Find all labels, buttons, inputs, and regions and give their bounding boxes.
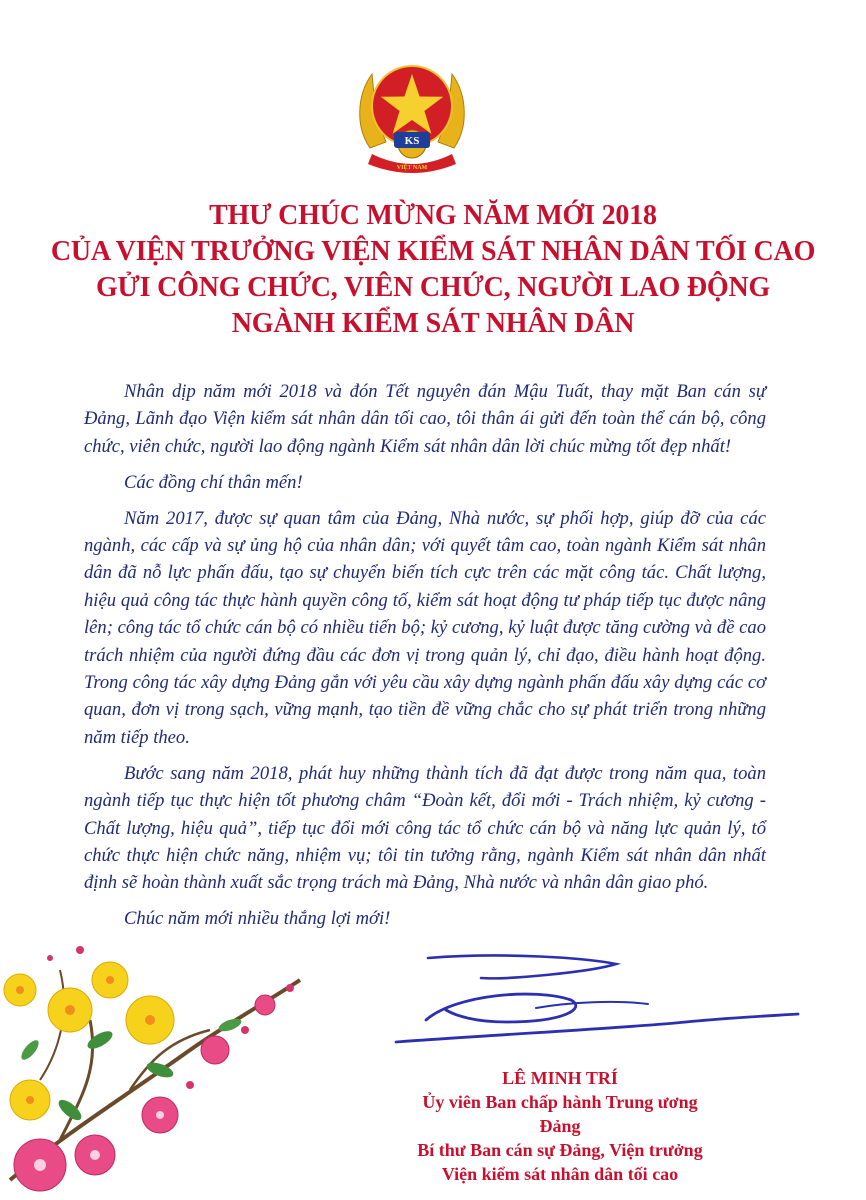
title-line: THƯ CHÚC MỪNG NĂM MỚI 2018 [209, 200, 657, 231]
procuracy-emblem [352, 56, 472, 180]
signature-scribble [386, 938, 806, 1048]
emblem-ribbon-text: VIỆT NAM [396, 165, 428, 171]
letter-body [84, 378, 766, 941]
title-line: CỦA VIỆN TRƯỞNG VIỆN KIỂM SÁT NHÂN DÂN TỐI CAO [50, 236, 816, 267]
signer-title: Viện kiểm sát nhân dân tối cao [441, 1164, 679, 1184]
body-paragraph: Nhân dịp năm mới 2018 và đón Tết nguyên đán Mậu Tuất, thay mặt Ban cán sự Đảng, Lãnh đạo Viện kiểm sát nhân dân tối cao, tôi thân ái gửi đến toàn thể cán bộ, công chức, viên chức, người lao động ngành Kiểm sát nhân dân lời chúc mừng tốt đẹp nhất! [84, 381, 766, 457]
signer-name: LÊ MINH TRÍ [502, 1068, 618, 1088]
blossom-decoration [0, 930, 330, 1200]
title-line: NGÀNH KIỂM SÁT NHÂN DÂN [231, 308, 635, 339]
signer-title: Bí thư Ban cán sự Đảng, Viện trưởng [417, 1140, 703, 1160]
title-line: GỬI CÔNG CHỨC, VIÊN CHỨC, NGƯỜI LAO ĐỘNG [95, 272, 771, 303]
letter-title [40, 198, 826, 342]
signer-title: Ủy viên Ban chấp hành Trung ương Đảng [422, 1092, 698, 1136]
emblem-badge-text: KS [404, 135, 420, 147]
closing-wish: Chúc năm mới nhiều thắng lợi mới! [124, 908, 391, 930]
signer-block [400, 1066, 720, 1186]
salutation: Các đồng chí thân mến! [124, 471, 303, 493]
body-paragraph: Bước sang năm 2018, phát huy những thành tích đã đạt được trong năm qua, toàn ngành tiếp tục thực hiện tốt phương châm “Đoàn kết, đổi mới - Trách nhiệm, kỷ cương - Chất lượng, hiệu quả”, tiếp tục đổi mới công tác tổ chức cán bộ và năng lực quản lý, tổ chức thực hiện chức năng, nhiệm vụ; tôi tin tưởng rằng, ngành Kiểm sát nhân dân nhất định sẽ hoàn thành xuất sắc trọng trách mà Đảng, Nhà nước và nhân dân giao phó. [84, 762, 766, 894]
body-paragraph: Năm 2017, được sự quan tâm của Đảng, Nhà nước, sự phối hợp, giúp đỡ của các ngành, các cấp và sự ủng hộ của nhân dân; với quyết tâm cao, toàn ngành Kiểm sát nhân dân đã nỗ lực phấn đấu, tạo sự chuyển biến tích cực trên các mặt công tác. Chất lượng, hiệu quả công tác thực hành quyền công tố, kiểm sát hoạt động tư pháp tiếp tục được nâng lên; công tác tổ chức cán bộ có nhiều tiến bộ; kỷ cương, kỷ luật được tăng cường và đề cao trách nhiệm của người đứng đầu các đơn vị trong quản lý, chỉ đạo, điều hành hoạt động. Trong công tác xây dựng Đảng gắn với yêu cầu xây dựng ngành phấn đấu xây dựng các cơ quan, đơn vị trong sạch, vững mạnh, tạo tiền đề vững chắc cho sự phát triển trong những năm tiếp theo. [84, 507, 766, 748]
